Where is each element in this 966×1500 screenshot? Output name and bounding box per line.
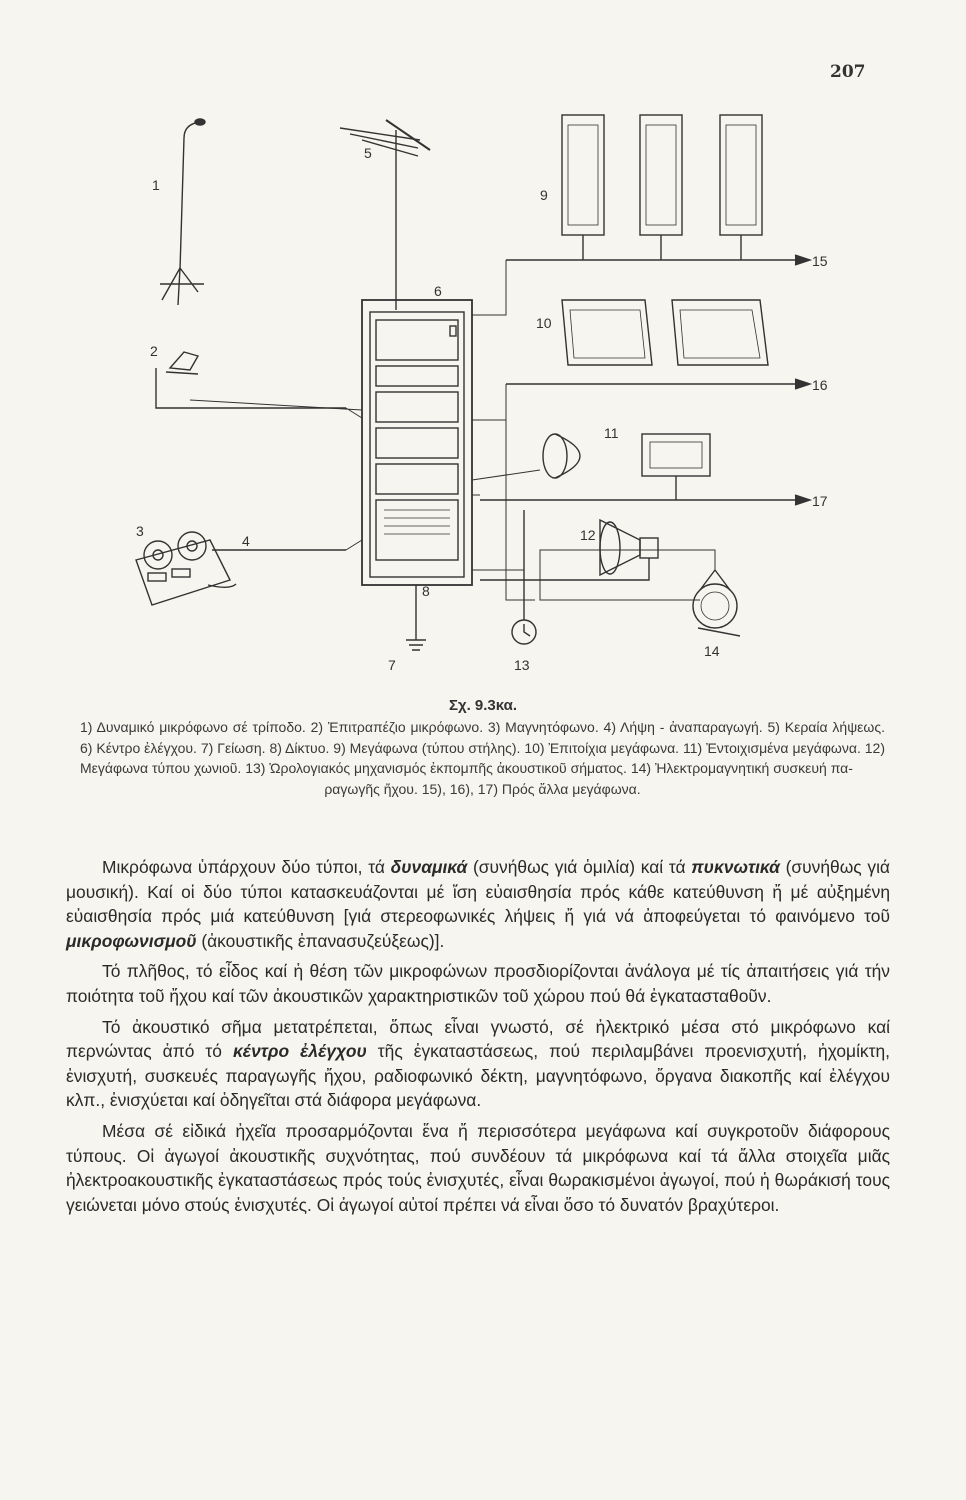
label-17: 17: [812, 493, 828, 509]
caption-last-line: ραγωγῆς ἤχου. 15), 16), 17) Πρός ἄλλα μεγάφωνα.: [324, 780, 641, 797]
figure-title: Σχ. 9.3κα.: [448, 697, 518, 714]
p1-part-c: (συνήθως γιά ὁμιλία) καί τά: [467, 857, 692, 877]
p3-part-a: Τό ἀκουστικό σῆμα μετατρέπεται, ὅπως εἶναι γνωστό, σέ ἠλεκτρικό μέσα στό μικρόφωνο καί περνώντας ἀπό τό: [66, 1016, 890, 1062]
term-microphonics: μικροφωνισμοῦ: [66, 930, 197, 951]
figure-caption: [80, 717, 885, 799]
label-5: 5: [364, 145, 372, 161]
wall-loudspeakers: [506, 300, 810, 389]
built-in-loudspeakers: [543, 434, 710, 500]
control-center-cabinet: [362, 300, 472, 650]
paragraph-microphone-placement: Τό πλῆθος, τό εἶδος καί ἡ θέση τῶν μικροφώνων προσδιορίζονται ἀνάλογα μέ τίς ἀπαιτήσεις γιά τήν ποιότητα τοῦ ἤχου καί τῶν ἀκουστικῶν χαρακτηριστικῶν τοῦ χώρου πού θά ἐγκατασταθοῦν.: [66, 961, 890, 1006]
label-3: 3: [136, 523, 144, 539]
installation-diagram: [100, 100, 880, 690]
desk-microphone: [156, 352, 346, 408]
label-11: 11: [604, 425, 619, 441]
term-control-center: κέντρο ἐλέγχου: [232, 1041, 367, 1062]
clock-mechanism: [512, 510, 536, 644]
label-9: 9: [540, 187, 548, 203]
term-condenser: πυκνωτικά: [691, 857, 780, 877]
receiving-antenna: [340, 120, 430, 310]
label-1: 1: [152, 177, 160, 193]
label-15: 15: [812, 253, 828, 269]
label-12: 12: [580, 527, 596, 543]
label-2: 2: [150, 343, 158, 359]
electromagnetic-bell: [540, 550, 740, 636]
p1-part-e: (συνήθως γιά μουσική). Καί οἱ δύο τύποι κατασκευάζονται μέ ἴση εὐαισθησία πρός κάθε κατεύθυνση ἤ μέ αὐξημένη εὐαισθησία πρός μιά κατεύθυνση [γιά στερεοφωνικές λήψεις ἤ γιά νά ἀποφεύγεται τό φαινόμενο τοῦ: [66, 857, 890, 927]
p1-part-a: Μικρόφωνα ὑπάρχουν δύο τύποι, τά: [102, 857, 391, 877]
label-13: 13: [514, 657, 530, 673]
paragraph-microphone-types: [66, 855, 890, 953]
paragraph-control-center: [66, 1015, 890, 1113]
caption-main: 1) Δυναμικό μικρόφωνο σέ τρίποδο. 2) Ἐπιτραπέζιο μικρόφωνο. 3) Μαγνητόφωνο. 4) Λήψη - ἀναπαραγωγή. 5) Κεραία λήψεως. 6) Κέντρο ἐλέγχου. 7) Γείωση. 8) Δίκτυο. 9) Μεγάφωνα (τύπου στήλης). 10) Ἐπιτοίχια μεγάφωνα. 11) Ἐντοιχισμένα μεγάφωνα. 12) Μεγάφωνα τύπου χωνιοῦ. 13) Ὡρολογιακός μηχανισμός ἐκπομπῆς ἀκουστικοῦ σήματος. 14) Ἠλεκτρομαγνητική συσκευή πα-: [80, 719, 885, 776]
label-8: 8: [422, 583, 430, 599]
p3-part-c: τῆς ἐγκαταστάσεως, πού περιλαμβάνει προενισχυτή, ἠχομίκτη, ἐνισχυτή, συσκευές παραγωγῆς ἤχου, ραδιοφωνικό δέκτη, μαγνητόφωνο, ὄργανα διακοπῆς καί ἐλέγχου κλπ., ἐνισχύεται καί ὁδηγεῖται στά διάφορα μεγάφωνα.: [66, 1041, 891, 1111]
column-loudspeakers: [506, 115, 810, 265]
term-dynamic: δυναμικά: [390, 857, 468, 877]
figure-sound-system-diagram: [100, 100, 880, 690]
tripod-microphone: [160, 119, 205, 305]
tape-recorder: [136, 532, 346, 605]
label-7: 7: [388, 657, 396, 673]
p1-part-g: (ἀκουστικῆς ἐπανασυζεύξεως)].: [196, 930, 445, 951]
label-16: 16: [812, 377, 828, 393]
paragraph-speaker-enclosures: Μέσα σέ εἰδικά ἠχεῖα προσαρμόζονται ἕνα ἤ περισσότερα μεγάφωνα καί συγκροτοῦν διάφορους τύπους. Οἱ ἀγωγοί ἀκουστικῆς συχνότητας, πού συνδέουν τά μικρόφωνα καί τά ἄλλα στοιχεῖα μιᾶς ἠλεκτροακουστικῆς ἐγκαταστάσεως πρός τούς ἐνισχυτές, εἶναι θωρακισμένοι ἀγωγοί, πού ἡ θωράκισή τους γειώνεται μόνο στούς ἐνισχυτές. Οἱ ἀγωγοί αὐτοί πρέπει νά εἶναι ὅσο τό δυνατόν βραχύτεροι.: [66, 1120, 890, 1215]
label-6: 6: [434, 283, 442, 299]
label-14: 14: [704, 643, 720, 659]
page-number: 207: [830, 62, 866, 82]
label-4: 4: [242, 533, 250, 549]
label-10: 10: [536, 315, 552, 331]
body-text: [66, 855, 890, 1223]
